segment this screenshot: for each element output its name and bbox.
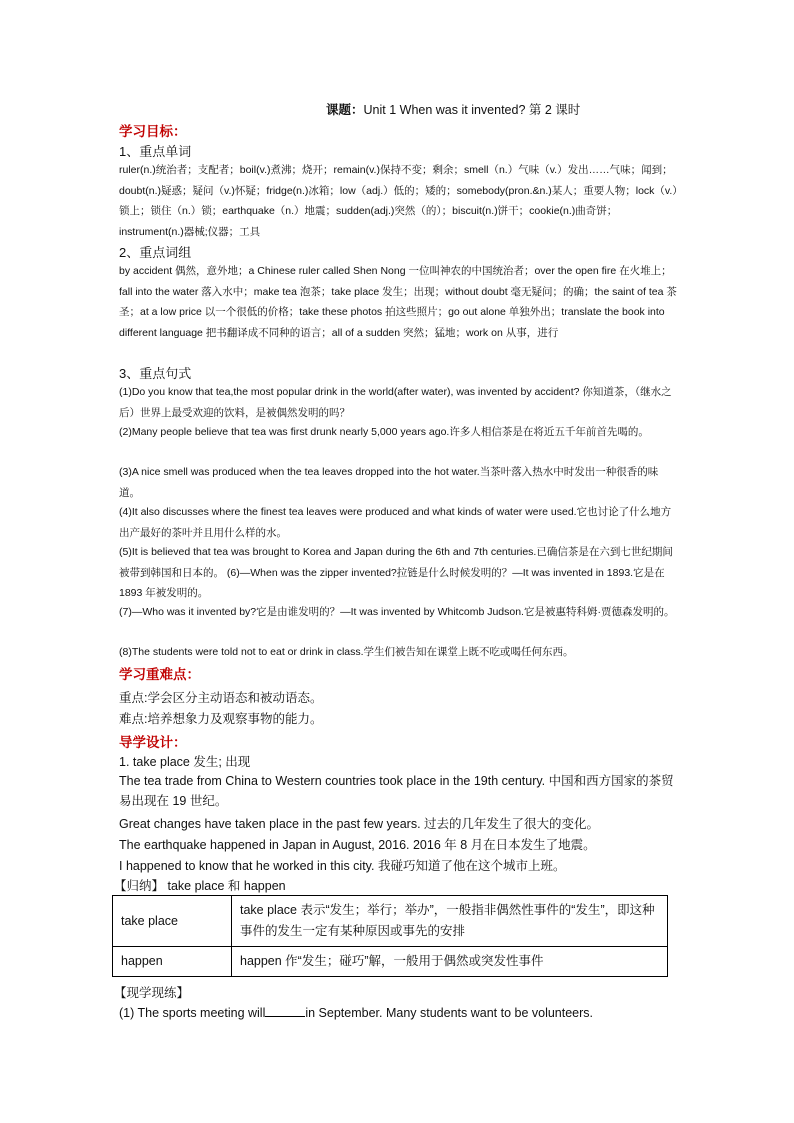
title-label: 课题： (326, 103, 364, 117)
table-row (113, 947, 668, 977)
answer-blank[interactable] (265, 1004, 305, 1017)
sentence-2: (2)Many people believe that tea was first drunk nearly 5,000 years ago.许多人相信茶是在将近五千年前首先喝的。 (119, 426, 649, 438)
example-2: Great changes have taken place in the past few years. 过去的几年发生了很大的变化。 (119, 817, 600, 831)
example-1: The tea trade from China to Western countries took place in the 19th century. 中国和西方国家的茶贸易出现在 19 世纪。 (119, 774, 674, 808)
comparison-table (112, 895, 668, 977)
page-title (326, 100, 580, 118)
practice-label: 【现学现练】 (114, 986, 190, 1000)
learning-goals-heading: 学习目标： (119, 124, 187, 139)
table-desc: take place 表示“发生；举行；举办”，一般指非偶然性事件的“发生”，即这种事件的发生一定有某种原因或事先的安排 (232, 896, 668, 947)
summary-label: 【归纳】 take place 和 happen (114, 879, 286, 893)
item-take-place: 1. take place 发生; 出现 (119, 755, 251, 769)
difficult-point: 难点:培养想象力及观察事物的能力。 (119, 712, 323, 726)
title-text: Unit 1 When was it invented? 第 2 课时 (363, 103, 581, 117)
key-words-text: ruler(n.)统治者；支配者；boil(v.)煮沸；烧开；remain(v.)保持不变；剩余；smell（n.）气味（v.）发出……气味；闻到；doubt(n.)疑惑；疑问（v.)怀疑；fridge(n.)冰箱；low（adj.）低的；矮的；somebody(pron.&n.)某人；重要人物；lock（v.）锁上；锁住（n.）锁；earthquake（n.）地震；sudden(adj.)突然（的）；biscuit(n.)饼干；cookie(n.)曲奇饼；instrument(n.)器械;仪器；工具 (119, 164, 678, 238)
table-desc: happen 作“发生；碰巧”解，一般用于偶然或突发性事件 (232, 947, 668, 977)
table-term: take place (113, 896, 232, 947)
guide-design-heading: 导学设计： (119, 735, 187, 750)
key-sentences-heading: 3、重点句式 (119, 366, 192, 381)
sentence-8: (8)The students were told not to eat or drink in class.学生们被告知在课堂上既不吃或喝任何东西。 (119, 646, 574, 658)
question-1 (119, 1004, 593, 1020)
example-4: I happened to know that he worked in this city. 我碰巧知道了他在这个城市上班。 (119, 859, 566, 873)
sentence-5-6: (5)It is believed that tea was brought to Korea and Japan during the 6th and 7th centuries.已确信茶是在六到七世纪期间被带到韩国和日本的。 (6)—When was the zipper invented?拉链是什么时候发明的？—It was invented in 1893.它是在 1893 年被发明的。 (119, 546, 673, 599)
table-term: happen (113, 947, 232, 977)
question-1-after: in September. Many students want to be volunteers. (305, 1006, 594, 1020)
sentence-3: (3)A nice smell was produced when the tea leaves dropped into the hot water.当茶叶落入热水中时发出一种很香的味道。 (119, 466, 659, 499)
sentence-1: (1)Do you know that tea,the most popular drink in the world(after water), was invented by accident? 你知道茶，（继水之后）世界上最受欢迎的饮料，是被偶然发明的吗？ (119, 386, 672, 419)
table-row (113, 896, 668, 947)
key-phrases-text: by accident 偶然，意外地；a Chinese ruler called Shen Nong 一位叫神农的中国统治者；over the open fire 在火堆上；fall into the water 落入水中；make tea 泡茶；take place 发生；出现；without doubt 毫无疑问；的确；the saint of tea 茶圣；at a low price 以一个很低的价格；take these photos 拍这些照片；go out alone 单独外出；translate the book into different language 把书翻译成不同种的语言；all of a sudden 突然；猛地；work on 从事，进行 (119, 265, 677, 339)
example-3: The earthquake happened in Japan in August, 2016. 2016 年 8 月在日本发生了地震。 (119, 838, 596, 852)
question-1-before: (1) The sports meeting will (119, 1006, 266, 1020)
key-point: 重点:学会区分主动语态和被动语态。 (119, 691, 323, 705)
key-words-heading: 1、重点单词 (119, 144, 192, 159)
sentence-7: (7)—Who was it invented by?它是由谁发明的？—It was invented by Whitcomb Judson.它是被惠特科姆·贾德森发明的。 (119, 606, 675, 618)
sentence-4: (4)It also discusses where the finest tea leaves were produced and what kinds of water were used.它也讨论了什么地方出产最好的茶叶并且用什么样的水。 (119, 506, 672, 539)
key-difficulty-heading: 学习重难点： (119, 667, 200, 682)
key-phrases-heading: 2、重点词组 (119, 245, 192, 260)
